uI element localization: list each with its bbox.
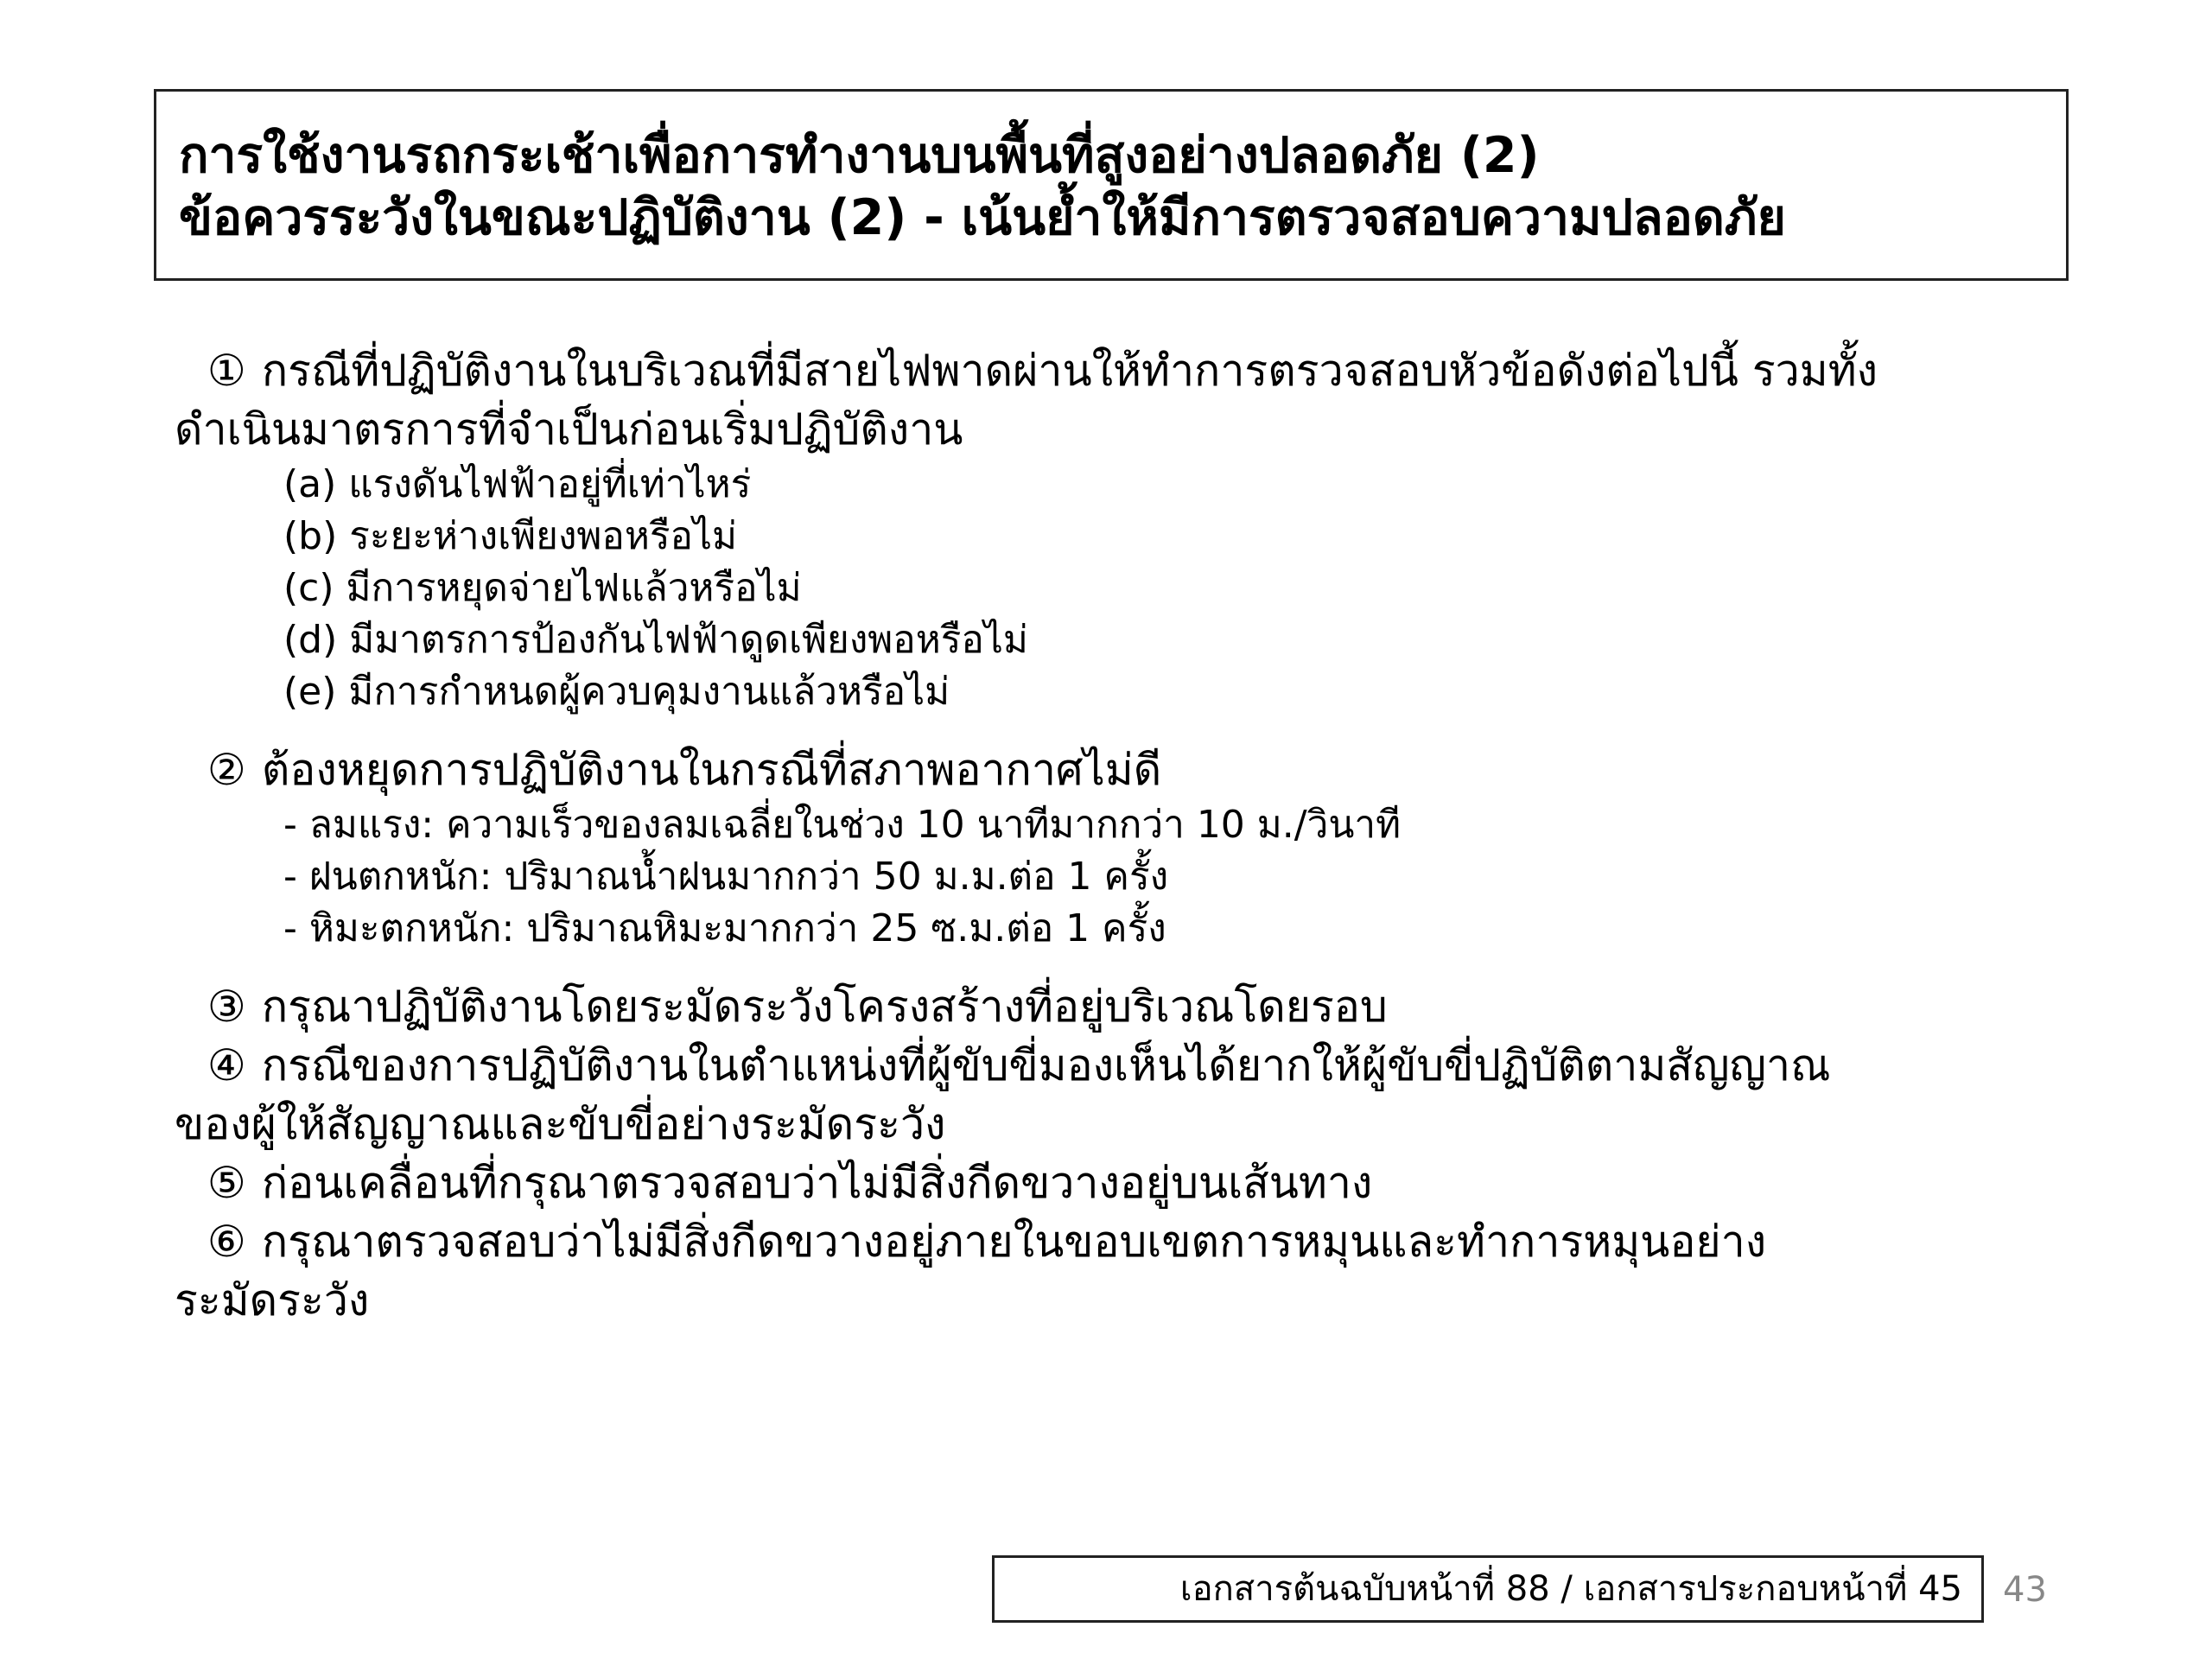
- item-6-marker: ⑥: [207, 1217, 246, 1267]
- spacer: [175, 718, 2075, 741]
- sub-item-b: (b) ระยะห่างเพียงพอหรือไม่: [283, 514, 738, 558]
- item-5-text: ก่อนเคลื่อนที่กรุณาตรวจสอบว่าไม่มีสิ่งกีดขวางอยู่บนเส้นทาง: [261, 1158, 1373, 1208]
- item-1-sublist: [175, 459, 2075, 718]
- item-3-marker: ③: [207, 982, 246, 1032]
- item-6: [175, 1212, 2075, 1330]
- item-1-line-2: ดำเนินมาตรการที่จำเป็นก่อนเริ่มปฏิบัติงาน: [175, 404, 963, 454]
- footer-reference: เอกสารต้นฉบับหน้าที่ 88 / เอกสารประกอบหน้าที่ 45: [992, 1555, 1984, 1623]
- item-5-marker: ⑤: [207, 1158, 246, 1208]
- page-number: 43: [2003, 1570, 2047, 1610]
- item-5: [175, 1154, 2075, 1212]
- sub-item-a: (a) แรงดันไฟฟ้าอยู่ที่เท่าไหร่: [283, 462, 752, 506]
- item-6-line-1: [175, 1212, 2075, 1271]
- page-title-line-2: ข้อควรระวังในขณะปฏิบัติงาน (2) - เน้นย้ำให้มีการตรวจสอบความปลอดภัย: [179, 189, 1786, 246]
- sub-item-c: (c) มีการหยุดจ่ายไฟแล้วหรือไม่: [283, 566, 802, 610]
- item-1-text: กรณีที่ปฏิบัติงานในบริเวณที่มีสายไฟพาดผ่านให้ทำการตรวจสอบหัวข้อดังต่อไปนี้ รวมทั้ง: [261, 346, 1878, 396]
- spacer: [175, 955, 2075, 977]
- item-4-marker: ④: [207, 1040, 246, 1090]
- item-4-line-2: ของผู้ให้สัญญาณและขับขี่อย่างระมัดระวัง: [175, 1099, 946, 1149]
- sub-item-e: (e) มีการกำหนดผู้ควบคุมงานแล้วหรือไม่: [283, 670, 950, 714]
- item-3: [175, 977, 2075, 1036]
- item-6-line-2: ระมัดระวัง: [175, 1275, 370, 1325]
- sub-item-d: (d) มีมาตรการป้องกันไฟฟ้าดูดเพียงพอหรือไม่: [283, 618, 1028, 662]
- item-4: [175, 1036, 2075, 1154]
- page-title-line-1: การใช้งานรถกระเช้าเพื่อการทำงานบนพื้นที่สูงอย่างปลอดภัย (2): [179, 127, 1540, 184]
- item-3-text: กรุณาปฏิบัติงานโดยระมัดระวังโครงสร้างที่อยู่บริเวณโดยรอบ: [261, 982, 1388, 1032]
- item-2: [175, 741, 2075, 955]
- item-2-marker: ②: [207, 745, 246, 795]
- item-6-text: กรุณาตรวจสอบว่าไม่มีสิ่งกีดขวางอยู่ภายในขอบเขตการหมุนและทำการหมุนอย่าง: [261, 1217, 1767, 1267]
- weather-heavy-snow: - หิมะตกหนัก: ปริมาณหิมะมากกว่า 25 ซ.ม.ต่อ 1 ครั้ง: [283, 906, 1166, 950]
- weather-heavy-rain: - ฝนตกหนัก: ปริมาณน้ำฝนมากกว่า 50 ม.ม.ต่อ 1 ครั้ง: [283, 855, 1169, 899]
- title-box: [154, 89, 2069, 281]
- weather-strong-wind: - ลมแรง: ความเร็วของลมเฉลี่ยในช่วง 10 นาทีมากกว่า 10 ม./วินาที: [283, 803, 1402, 847]
- content-body: [175, 341, 2075, 1330]
- item-2-text: ต้องหยุดการปฏิบัติงานในกรณีที่สภาพอากาศไม่ดี: [261, 745, 1162, 795]
- item-1-marker: ①: [207, 346, 246, 396]
- item-4-line-1: [175, 1036, 2075, 1095]
- item-2-sublist: [175, 799, 2075, 955]
- item-2-line: [175, 741, 2075, 799]
- item-4-text: กรณีของการปฏิบัติงานในตำแหน่งที่ผู้ขับขี่มองเห็นได้ยากให้ผู้ขับขี่ปฏิบัติตามสัญญาณ: [261, 1040, 1831, 1090]
- item-1: [175, 341, 2075, 718]
- item-1-line-1: [175, 341, 2075, 400]
